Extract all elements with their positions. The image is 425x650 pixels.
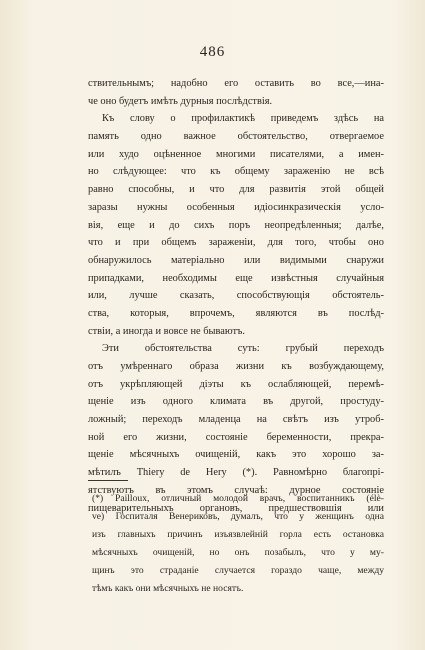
body-text-line: мѣтилъ Thiery de Hery (*). Равномѣрно благопрі-	[88, 467, 384, 479]
body-text-line: ствительнымъ; надобно его оставить во все,—ина-	[88, 78, 384, 89]
body-text-line: че оно будетъ имѣть дурныя послѣдствія.	[88, 95, 273, 107]
body-text-line: заразы нужны особенныя идіосинкразическія усло-	[88, 201, 384, 213]
body-text-line: ложный; переходъ младенца на свѣтъ изъ утроб-	[88, 414, 384, 426]
footnote-line: изъ главныхъ причинъ изъязвлейній горла есть остановка	[92, 529, 384, 541]
body-text-line: ства, которыя, впрочемъ, являются въ послѣд-	[88, 307, 384, 319]
body-text-line: равно способны, и что для развитія этой общей	[88, 184, 384, 196]
body-text-line: щеніе мѣсячныхъ очищеній, какъ это хорошо за-	[88, 449, 384, 461]
body-text-line: обнаружилось матеріально или видимыми снаружи	[88, 254, 384, 266]
body-text-line: но слѣдующее: что къ общему зараженію не всѣ	[88, 166, 384, 178]
body-text-line: или худо оцѣненное многими писателями, а имен-	[88, 148, 384, 160]
footnote-line: мѣсячныхъ очищеній, но онъ позабылъ, что у му-	[92, 547, 384, 559]
body-text-line: ствіи, а иногда и вовсе не бываютъ.	[88, 325, 246, 337]
body-text-line: что и при общемъ зараженіи, для того, чтобы оно	[88, 237, 384, 249]
footnote-line: ve) Госпиталя Венериковъ, думалъ, что у женщинъ одна	[92, 511, 384, 523]
body-text-line: отъ умѣреннаго образа жизни къ возбуждающему,	[88, 361, 384, 372]
body-text-line: ной его жизни, состояніе беременности, прекра-	[88, 431, 384, 443]
footnote-line: тѣмъ какъ они мѣсячныхъ не носятъ.	[92, 583, 244, 595]
footnote-line: щинъ это страданіе случается гораздо чаще, между	[92, 565, 384, 577]
body-text-line: щеніе изъ одного климата въ другой, простуду-	[88, 396, 384, 408]
body-text-line: Эти обстоятельства суть: грубый переходъ	[102, 343, 384, 355]
body-text-line: пищеварительныхъ органовъ, предшествовшія или	[88, 502, 384, 514]
page-number: 486	[199, 44, 226, 60]
body-text-line: вія, еще и до сихъ поръ неопредѣленныя; далѣе,	[88, 219, 384, 231]
body-text-line: или, лучше сказать, способствующія обстоятель-	[88, 290, 384, 302]
body-text-line: отъ укрѣпляющей діэты къ ослабляющей, перемѣ-	[88, 378, 384, 390]
body-text	[88, 75, 384, 517]
body-text-line: припадками, необходимы еще извѣстныя случайныя	[88, 272, 384, 284]
body-text-line: Къ слову о профилактикѣ приведемъ здѣсь на	[102, 113, 384, 125]
footnote-line: (*) Pailloux, отличный молодой врачъ, воспитанникъ (élè-	[92, 493, 384, 504]
body-text-line: ятствуютъ въ этомъ случаѣ: дурное состояніе	[88, 484, 384, 496]
footnote	[92, 490, 384, 599]
footnote-divider	[88, 480, 128, 481]
body-text-line: память одно важное обстоятельство, отвергаемое	[88, 131, 384, 143]
